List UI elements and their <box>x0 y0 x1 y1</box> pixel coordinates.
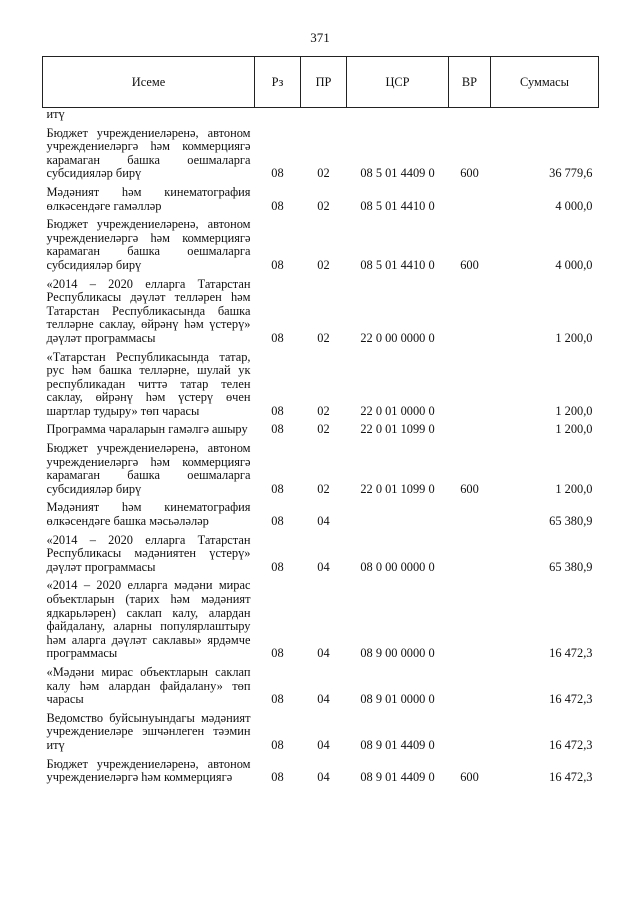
cell-sum: 1 200,0 <box>555 330 593 345</box>
cell-sum: 4 000,0 <box>555 257 593 272</box>
cell-vr <box>449 498 491 530</box>
cell-vr: 600 <box>460 770 479 785</box>
table-row <box>43 348 599 421</box>
cell-rz: 08 <box>271 166 284 181</box>
cell-name: «Татарстан Республикасында татар, рус һәм башка телләрне, шулай ук республикадан читтә татар телен саклау, өйрәнү һәм үстерү өчен шартлар тудыру» төп чарасы <box>46 349 251 418</box>
cell-csr <box>347 108 449 124</box>
header-rz: Рз <box>255 57 301 108</box>
cell-sum: 1 200,0 <box>555 422 593 437</box>
cell-csr: 08 0 00 0000 0 <box>360 559 435 574</box>
cell-vr <box>449 709 491 755</box>
budget-table <box>42 56 599 787</box>
cell-pr: 02 <box>317 166 330 181</box>
cell-name: Мәдәният һәм кинематография өлкәсендәге башка мәсьәләләр <box>46 500 251 529</box>
page-number: 371 <box>310 30 330 45</box>
cell-name: «2014 – 2020 елларга Татарстан Республикасы дәүләт телләрен һәм Татарстан Республикасында башка телләрне саклау, өйрәнү һәм үстерү» дәүләт программасы <box>46 276 251 345</box>
cell-rz: 08 <box>271 257 284 272</box>
cell-csr: 08 9 01 4409 0 <box>360 737 435 752</box>
cell-csr <box>347 498 449 530</box>
cell-pr: 04 <box>317 646 330 661</box>
table-row <box>43 420 599 439</box>
cell-rz: 08 <box>271 514 284 529</box>
table-row <box>43 275 599 348</box>
cell-sum: 16 472,3 <box>549 646 593 661</box>
cell-name: Бюджет учреждениеләренә, автоном учреждениеләргә һәм коммерциягә карамаган башка оешмаларга субсидияләр бирү <box>46 441 251 496</box>
table-row <box>43 755 599 787</box>
header-vr: ВР <box>449 57 491 108</box>
table-row <box>43 576 599 663</box>
table-header-row <box>43 57 599 108</box>
cell-pr: 02 <box>317 330 330 345</box>
cell-pr: 04 <box>317 692 330 707</box>
cell-name: Бюджет учреждениеләренә, автоном учреждениеләргә һәм коммерциягә карамаган башка оешмаларга субсидияләр бирү <box>46 125 251 181</box>
cell-vr <box>449 576 491 663</box>
cell-pr: 04 <box>317 559 330 574</box>
table-row <box>43 108 599 124</box>
header-name: Исеме <box>43 57 255 108</box>
cell-pr: 02 <box>317 403 330 418</box>
cell-csr: 08 9 00 0000 0 <box>360 646 435 661</box>
cell-csr: 22 0 01 1099 0 <box>360 481 435 496</box>
cell-pr: 04 <box>317 737 330 752</box>
cell-name: Ведомство буйсынуындагы мәдәният учреждениеләре эшчәнлеген тәэмин итү <box>46 710 251 752</box>
cell-sum: 1 200,0 <box>555 481 593 496</box>
table-row <box>43 439 599 498</box>
cell-name: итү <box>46 107 65 121</box>
table-row <box>43 498 599 530</box>
cell-rz: 08 <box>271 481 284 496</box>
cell-csr: 22 0 00 0000 0 <box>360 330 435 345</box>
table-row <box>43 709 599 755</box>
cell-vr: 600 <box>460 166 479 181</box>
cell-name: «2014 – 2020 елларга мәдәни мирас объектларын (тарих һәм мәдәният ядкарьләрен) саклап калу, алардан файдалану, аларны популярлаштыру һәм аларга дәүләт саклавы» ярдәмче программасы <box>46 578 251 661</box>
cell-vr <box>449 348 491 421</box>
table-row <box>43 124 599 183</box>
table-row <box>43 663 599 709</box>
cell-csr: 22 0 01 1099 0 <box>360 422 435 437</box>
cell-vr <box>449 663 491 709</box>
cell-rz: 08 <box>271 770 284 785</box>
cell-pr <box>301 108 347 124</box>
cell-name: Мәдәният һәм кинематография өлкәсендәге гамәлләр <box>46 184 251 213</box>
cell-sum: 36 779,6 <box>549 166 593 181</box>
cell-name: «2014 – 2020 елларга Татарстан Республикасы мәдәниятен үстерү» дәүләт программасы <box>46 532 251 574</box>
cell-pr: 02 <box>317 481 330 496</box>
cell-rz: 08 <box>271 646 284 661</box>
cell-rz: 08 <box>271 422 284 437</box>
cell-name: «Мәдәни мирас объектларын саклап калу һәм алардан файдалану» төп чарасы <box>46 664 251 707</box>
cell-csr: 08 9 01 4409 0 <box>360 770 435 785</box>
cell-csr: 22 0 01 0000 0 <box>360 403 435 418</box>
header-pr: ПР <box>301 57 347 108</box>
cell-name: Программа чараларын гамәлгә ашыру <box>46 422 248 437</box>
cell-name: Бюджет учреждениеләренә, автоном учреждениеләргә һәм коммерциягә <box>46 756 251 785</box>
cell-rz <box>255 108 301 124</box>
cell-name: Бюджет учреждениеләренә, автоном учреждениеләргә һәм коммерциягә карамаган башка оешмаларга субсидияләр бирү <box>46 217 251 272</box>
cell-vr <box>449 183 491 215</box>
cell-sum: 16 472,3 <box>549 770 593 785</box>
cell-sum: 16 472,3 <box>549 692 593 707</box>
cell-rz: 08 <box>271 330 284 345</box>
cell-vr: 600 <box>460 481 479 496</box>
header-csr: ЦСР <box>347 57 449 108</box>
cell-sum <box>491 108 599 124</box>
cell-rz: 08 <box>271 559 284 574</box>
cell-rz: 08 <box>271 737 284 752</box>
cell-sum: 16 472,3 <box>549 737 593 752</box>
cell-sum: 1 200,0 <box>555 403 593 418</box>
cell-vr <box>449 531 491 577</box>
cell-pr: 04 <box>317 770 330 785</box>
header-sum: Суммасы <box>491 57 599 108</box>
cell-rz: 08 <box>271 403 284 418</box>
cell-vr <box>449 108 491 124</box>
cell-vr <box>449 275 491 348</box>
cell-pr: 04 <box>317 514 330 529</box>
cell-sum: 65 380,9 <box>549 559 593 574</box>
table-row <box>43 183 599 215</box>
cell-csr: 08 5 01 4410 0 <box>360 257 435 272</box>
cell-sum: 65 380,9 <box>549 514 593 529</box>
cell-rz: 08 <box>271 692 284 707</box>
cell-csr: 08 5 01 4410 0 <box>360 198 435 213</box>
table-row <box>43 215 599 274</box>
cell-csr: 08 9 01 0000 0 <box>360 692 435 707</box>
cell-pr: 02 <box>317 422 330 437</box>
cell-sum: 4 000,0 <box>555 198 593 213</box>
cell-pr: 02 <box>317 198 330 213</box>
cell-pr: 02 <box>317 257 330 272</box>
table-row <box>43 531 599 577</box>
cell-vr: 600 <box>460 257 479 272</box>
cell-rz: 08 <box>271 198 284 213</box>
cell-vr <box>449 420 491 439</box>
cell-csr: 08 5 01 4409 0 <box>360 166 435 181</box>
